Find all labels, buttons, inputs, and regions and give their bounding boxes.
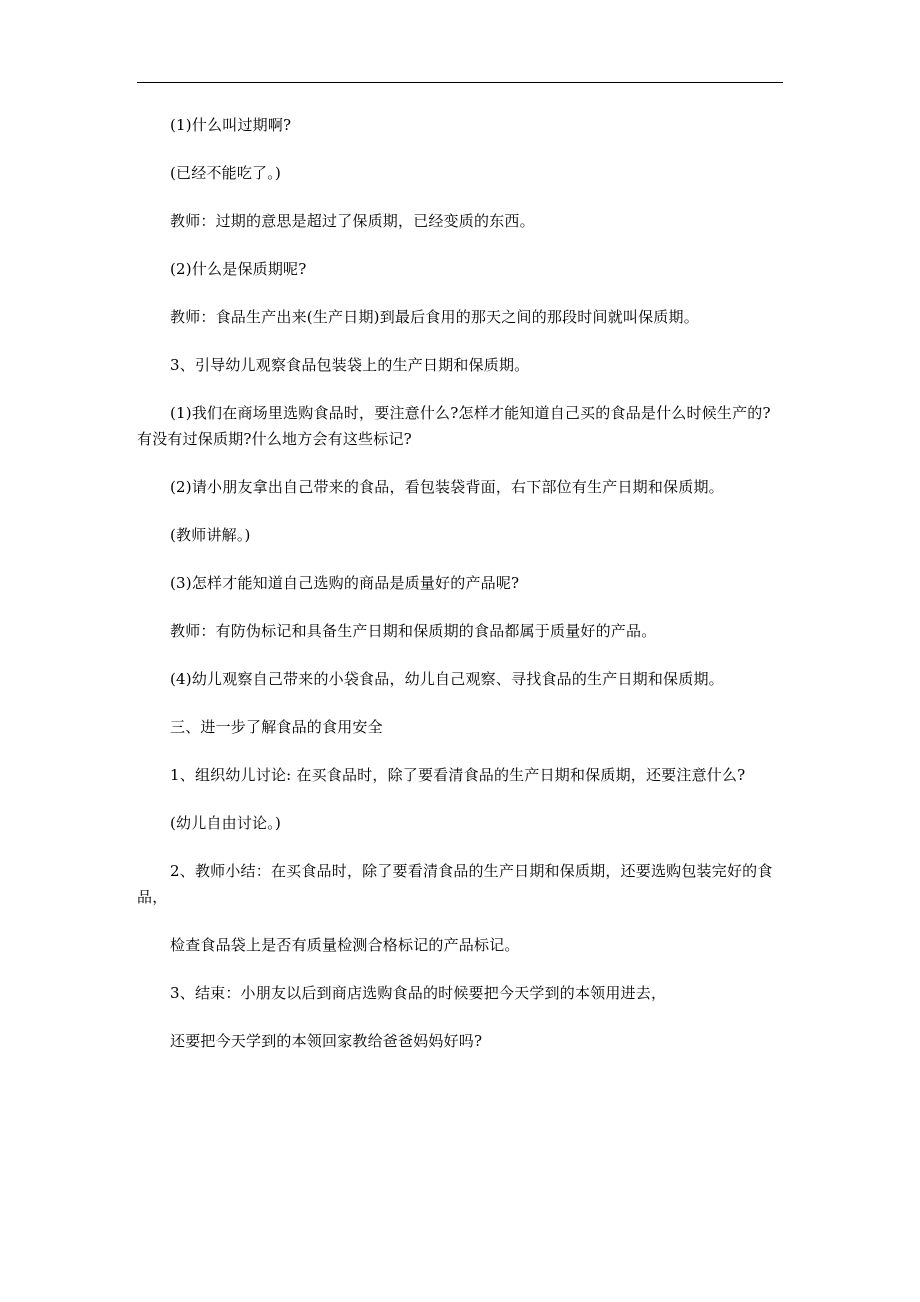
section-heading: 三、进一步了解食品的食用安全 (170, 718, 383, 736)
paragraph-12: (4)幼儿观察自己带来的小袋食品，幼儿自己观察、寻找食品的生产日期和保质期。 (170, 670, 724, 688)
paragraph-6: 3、引导幼儿观察食品包装袋上的生产日期和保质期。 (170, 356, 530, 374)
paragraph-3: 教师：过期的意思是超过了保质期，已经变质的东西。 (170, 212, 535, 230)
document-body (137, 112, 785, 1054)
paragraph-14: 1、组织幼儿讨论: 在买食品时，除了要看清食品的生产日期和保质期，还要注意什么? (170, 766, 746, 784)
paragraph-1: (1)什么叫过期啊? (170, 116, 292, 134)
paragraph-8: (2)请小朋友拿出自己带来的食品，看包装袋背面，右下部位有生产日期和保质期。 (170, 478, 724, 496)
paragraph-17: 检查食品袋上是否有质量检测合格标记的产品标记。 (170, 936, 520, 954)
paragraph-5: 教师：食品生产出来(生产日期)到最后食用的那天之间的那段时间就叫保质期。 (170, 308, 699, 326)
paragraph-11: 教师：有防伪标记和具备生产日期和保质期的食品都属于质量好的产品。 (170, 622, 657, 640)
paragraph-9: (教师讲解。) (170, 526, 251, 544)
paragraph-2: (已经不能吃了。) (170, 164, 282, 182)
paragraph-4: (2)什么是保质期呢? (170, 260, 307, 278)
paragraph-19: 还要把今天学到的本领回家教给爸爸妈妈好吗? (170, 1032, 483, 1050)
paragraph-15: (幼儿自由讨论。) (170, 814, 282, 832)
paragraph-18: 3、结束：小朋友以后到商店选购食品的时候要把今天学到的本领用进去， (170, 984, 667, 1002)
paragraph-16: 2、教师小结：在买食品时，除了要看清食品的生产日期和保质期，还要选购包装完好的食品， (137, 862, 773, 906)
header-rule (137, 82, 783, 83)
paragraph-7: (1)我们在商场里选购食品时，要注意什么?怎样才能知道自己买的食品是什么时候生产的?有没有过保质期?什么地方会有这些标记? (137, 404, 771, 448)
paragraph-10: (3)怎样才能知道自己选购的商品是质量好的产品呢? (170, 574, 520, 592)
